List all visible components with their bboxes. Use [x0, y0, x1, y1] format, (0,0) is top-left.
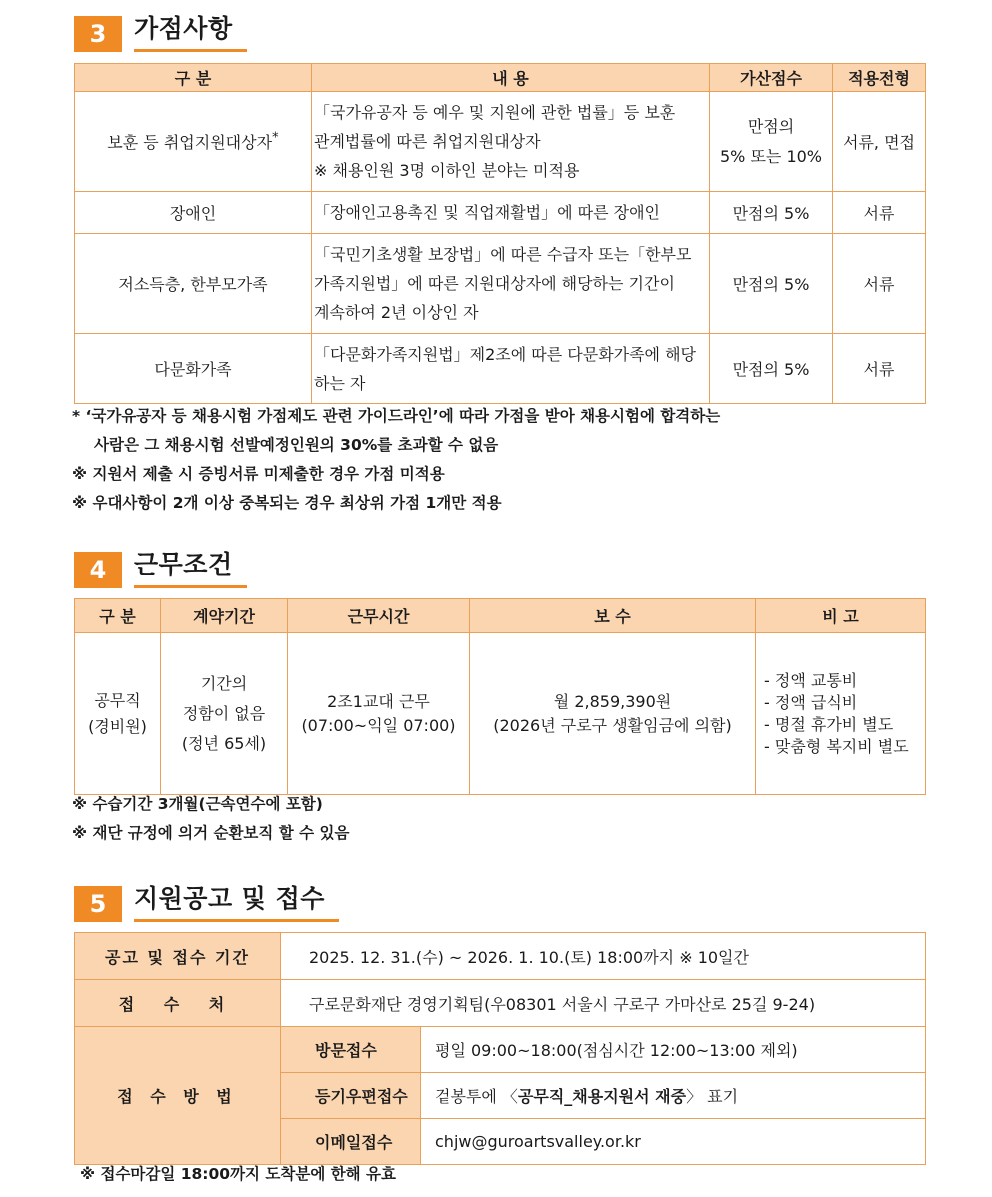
score-cell: 만점의 5% — [710, 234, 833, 334]
table-row — [75, 92, 926, 192]
place-value: 구로문화재단 경영기획팀(우08301 서울시 구로구 가마산로 25길 9-24) — [281, 980, 926, 1027]
col-header-type: 적용전형 — [833, 64, 926, 92]
work-conditions-table — [74, 598, 926, 795]
note-probation: ※ 수습기간 3개월(근속연수에 포함) — [72, 795, 323, 813]
bonus-points-table — [74, 63, 926, 404]
type-cell: 서류 — [833, 192, 926, 234]
footnote-mark: * — [272, 130, 279, 146]
section-title: 지원공고 및 접수 — [134, 882, 339, 922]
section-title: 가점사항 — [134, 12, 247, 52]
content-cell: 「다문화가족지원법」제2조에 따른 다문화가족에 해당 하는 자 — [312, 334, 710, 404]
method-email-label: 이메일접수 — [281, 1119, 421, 1165]
table-row — [75, 1027, 926, 1073]
section-5-heading — [74, 880, 339, 922]
note-duplicate: ※ 우대사항이 2개 이상 중복되는 경우 최상위 가점 1개만 적용 — [72, 494, 502, 512]
table-row — [75, 192, 926, 234]
note-documents: ※ 지원서 제출 시 증빙서류 미제출한 경우 가점 미적용 — [72, 465, 445, 483]
score-cell: 만점의 5% — [710, 334, 833, 404]
section-number: 4 — [74, 552, 122, 588]
col-header-remarks: 비 고 — [756, 599, 926, 633]
method-mail-value: 겉봉투에 〈공무직_채용지원서 재중〉 표기 — [421, 1073, 926, 1119]
category-cell: 저소득층, 한부모가족 — [75, 234, 312, 334]
section-number: 3 — [74, 16, 122, 52]
list-item: - 명절 휴가비 별도 — [764, 714, 894, 734]
col-header-hours: 근무시간 — [288, 599, 470, 633]
col-header-score: 가산점수 — [710, 64, 833, 92]
score-cell: 만점의 5% 또는 10% — [710, 92, 833, 192]
note-guideline-cont: 사람은 그 채용시험 선발예정인원의 30%를 초과할 수 없음 — [94, 436, 499, 454]
type-cell: 서류 — [833, 334, 926, 404]
method-label: 접 수 방 법 — [75, 1027, 281, 1165]
table-row — [75, 234, 926, 334]
period-label: 공고 및 접수 기간 — [75, 933, 281, 980]
pay-cell: 월 2,859,390원 (2026년 구로구 생활임금에 의함) — [470, 633, 756, 795]
category-cell: 공무직 (경비원) — [75, 633, 161, 795]
method-visit-label: 방문접수 — [281, 1027, 421, 1073]
period-value: 2025. 12. 31.(수) ~ 2026. 1. 10.(토) 18:00까지 ※ 10일간 — [281, 933, 926, 980]
method-mail-label: 등기우편접수 — [281, 1073, 421, 1119]
col-header-period: 계약기간 — [161, 599, 288, 633]
type-cell: 서류 — [833, 234, 926, 334]
section-title: 근무조건 — [134, 548, 247, 588]
place-label: 접 수 처 — [75, 980, 281, 1027]
content-cell: 「장애인고용촉진 및 직업재활법」에 따른 장애인 — [312, 192, 710, 234]
col-header-pay: 보 수 — [470, 599, 756, 633]
list-item: - 맞춤형 복지비 별도 — [764, 736, 909, 756]
method-email-value[interactable]: chjw@guroartsvalley.or.kr — [421, 1119, 926, 1165]
application-table — [74, 932, 926, 1165]
content-cell: 「국민기초생활 보장법」에 따른 수급자 또는「한부모 가족지원법」에 따른 지원대상자에 해당하는 기간이 계속하여 2년 이상인 자 — [312, 234, 710, 334]
note-deadline: ※ 접수마감일 18:00까지 도착분에 한해 유효 — [80, 1165, 396, 1183]
col-header-category: 구 분 — [75, 599, 161, 633]
category-cell: 다문화가족 — [75, 334, 312, 404]
type-cell: 서류, 면접 — [833, 92, 926, 192]
period-cell: 기간의 정함이 없음 (정년 65세) — [161, 633, 288, 795]
note-rotation: ※ 재단 규정에 의거 순환보직 할 수 있음 — [72, 824, 350, 842]
category-cell: 보훈 등 취업지원대상자* — [75, 92, 312, 192]
section-number: 5 — [74, 886, 122, 922]
section-4-heading — [74, 546, 247, 588]
note-guideline: * ‘국가유공자 등 채용시험 가점제도 관련 가이드라인’에 따라 가점을 받아 채용시험에 합격하는 — [72, 407, 721, 425]
section-3-heading — [74, 10, 247, 52]
table-row — [75, 334, 926, 404]
table-row — [75, 980, 926, 1027]
col-header-category: 구 분 — [75, 64, 312, 92]
list-item: - 정액 교통비 — [764, 670, 858, 690]
remarks-cell — [756, 633, 926, 795]
hours-cell: 2조1교대 근무 (07:00~익일 07:00) — [288, 633, 470, 795]
table-row — [75, 633, 926, 795]
list-item: - 정액 급식비 — [764, 692, 858, 712]
score-cell: 만점의 5% — [710, 192, 833, 234]
col-header-content: 내 용 — [312, 64, 710, 92]
method-visit-value: 평일 09:00~18:00(점심시간 12:00~13:00 제외) — [421, 1027, 926, 1073]
content-cell: 「국가유공자 등 예우 및 지원에 관한 법률」등 보훈 관계법률에 따른 취업지원대상자 ※ 채용인원 3명 이하인 분야는 미적용 — [312, 92, 710, 192]
table-row — [75, 933, 926, 980]
category-cell: 장애인 — [75, 192, 312, 234]
